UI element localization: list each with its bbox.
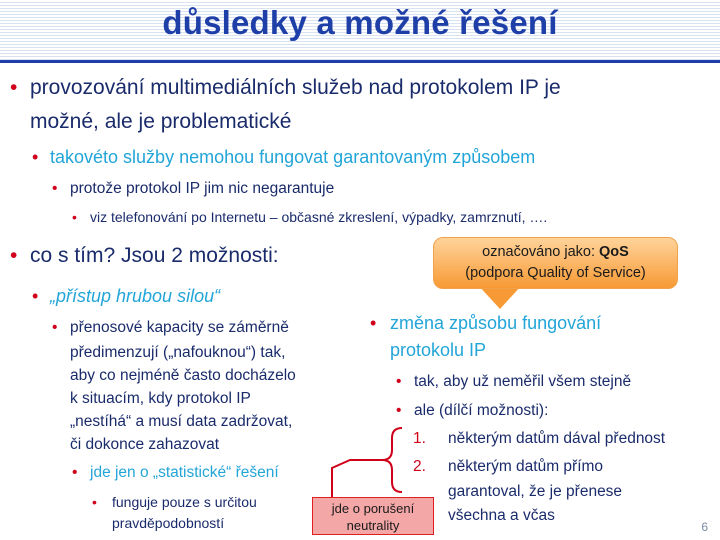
- bullet-dot-icon: •: [32, 147, 39, 167]
- callout-qos: QoS: [599, 244, 629, 260]
- bullet-2-1: „přístup hrubou silou“: [50, 286, 221, 306]
- bullet-2-1-1-1-1-line-1: funguje pouze s určitou: [112, 494, 257, 510]
- bullet-dot-icon: •: [396, 402, 402, 419]
- option-2-number: 2.: [413, 458, 426, 475]
- bullet-2-2-line-1: změna způsobu fungování: [390, 313, 602, 333]
- bullet-dot-icon: •: [72, 209, 77, 225]
- bullet-2-1-1-line-4: k situacím, kdy protokol IP: [70, 390, 251, 407]
- bullet-1-line-2: možné, ale je problematické: [30, 110, 292, 133]
- bullet-dot-icon: •: [52, 319, 58, 336]
- option-2-line-2: garantoval, že je přenese: [448, 483, 623, 500]
- bullet-1-1-1: protože protokol IP jim nic negarantuje: [70, 180, 335, 197]
- title-underline: [0, 60, 720, 63]
- bullet-2-1-1-line-5: „nestíhá“ a musí data zadržovat,: [70, 413, 293, 430]
- bullet-2: co s tím? Jsou 2 možnosti:: [30, 244, 279, 267]
- neutrality-line-1: jde o porušení: [331, 501, 415, 516]
- bullet-dot-icon: •: [72, 464, 78, 481]
- option-2-line-1: některým datům přímo: [448, 458, 604, 475]
- bullet-dot-icon: •: [32, 286, 39, 306]
- callout-line-2: (podpora Quality of Service): [465, 265, 646, 281]
- bullet-2-1-1-line-6: či dokonce zahazovat: [70, 436, 220, 453]
- callout-prefix: označováno jako:: [482, 244, 600, 260]
- option-1-text: některým datům dával přednost: [448, 430, 666, 447]
- bullet-1-line-1: provozování multimediálních služeb nad protokolem IP je: [30, 76, 561, 99]
- bullet-2-1-1-1: jde jen o „statistické“ řešení: [90, 464, 279, 481]
- bullet-2-1-1-1-1-line-2: pravděpodobností: [112, 515, 225, 531]
- option-2-line-3: všechna a včas: [448, 507, 555, 524]
- bullet-2-2-2: ale (dílčí možnosti):: [414, 402, 549, 419]
- bullet-1-1-1-1: viz telefonování po Internetu – občasné zkreslení, výpadky, zamrznutí, ….: [90, 209, 548, 225]
- qos-callout: [433, 237, 678, 289]
- bullet-dot-icon: •: [370, 313, 377, 333]
- neutrality-note: [312, 497, 434, 535]
- bullet-dot-icon: •: [396, 373, 402, 390]
- bullet-dot-icon: •: [10, 76, 18, 99]
- option-1-number: 1.: [413, 430, 426, 447]
- neutrality-line-2: neutrality: [346, 518, 400, 533]
- bullet-dot-icon: •: [92, 494, 97, 510]
- slide-title: důsledky a možné řešení: [162, 4, 558, 41]
- bullet-2-1-1-line-3: aby co nejméně často docházelo: [70, 367, 296, 384]
- bullet-dot-icon: •: [52, 180, 58, 197]
- bullet-dot-icon: •: [10, 244, 18, 267]
- bullet-2-2-line-2: protokolu IP: [390, 340, 487, 360]
- page-number: 6: [701, 520, 708, 534]
- bullet-1-1: takovéto služby nemohou fungovat garantovaným způsobem: [50, 147, 536, 167]
- bullet-2-1-1-line-1: přenosové kapacity se záměrně: [70, 319, 289, 336]
- bullet-2-2-1: tak, aby už neměřil všem stejně: [414, 373, 632, 390]
- bullet-2-1-1-line-2: předimenzují („nafouknou“) tak,: [70, 344, 286, 361]
